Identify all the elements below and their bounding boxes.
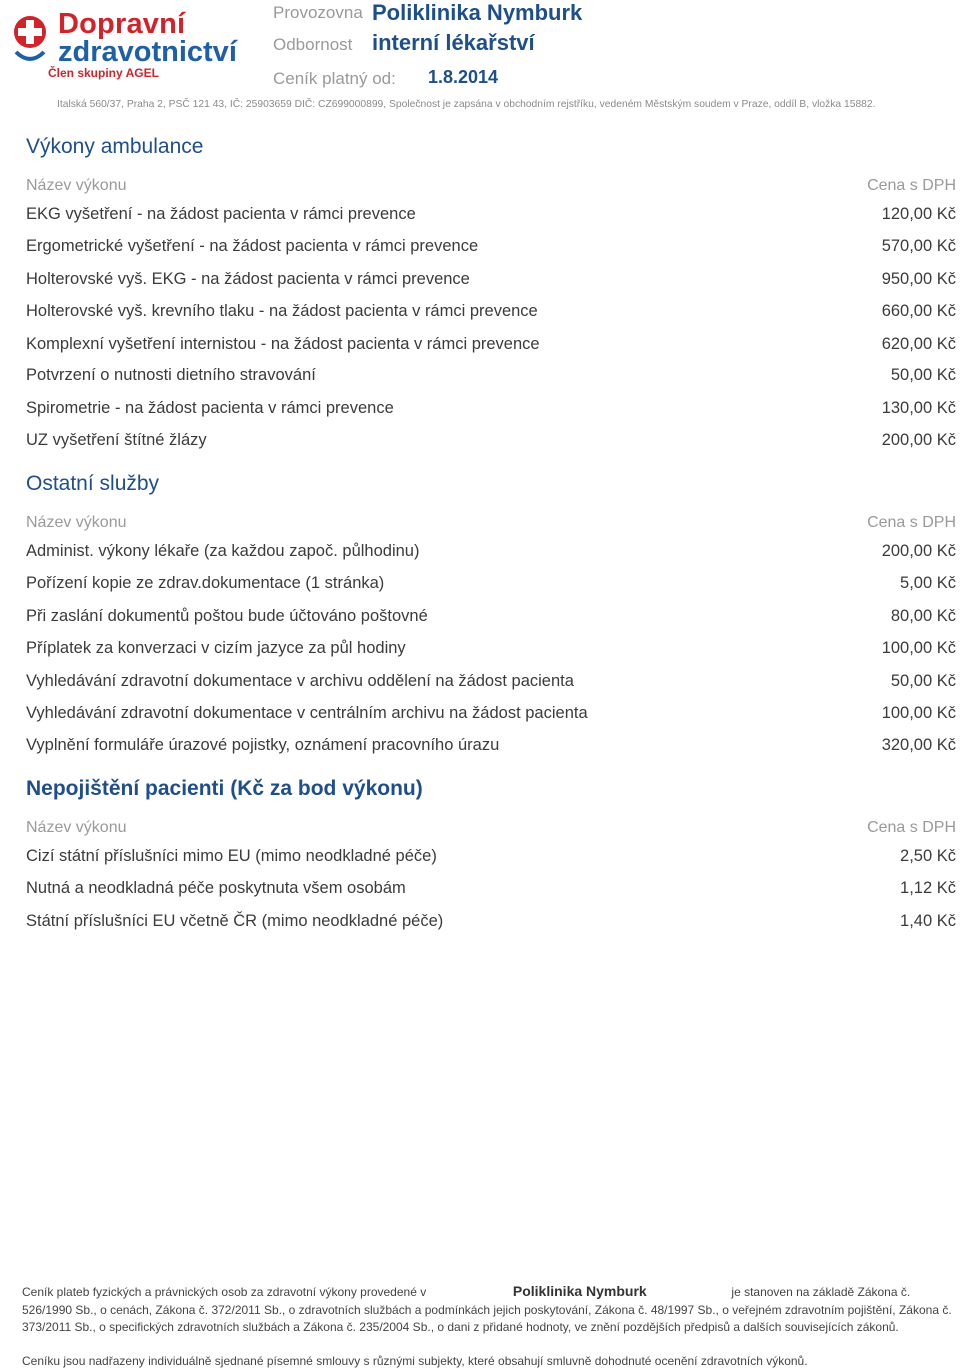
table-row: [26, 335, 956, 359]
row-price: 950,00 Kč: [881, 270, 956, 288]
row-name: EKG vyšetření - na žádost pacienta v rámci prevence: [26, 205, 416, 223]
valid-from-value: 1.8.2014: [428, 67, 499, 87]
table-row: [26, 736, 956, 760]
row-name: Administ. výkony lékaře (za každou započ. půlhodinu): [26, 542, 420, 560]
specialty-label: Odbornost: [273, 35, 353, 54]
row-price: 660,00 Kč: [881, 302, 956, 320]
row-price: 130,00 Kč: [881, 399, 956, 417]
row-name: Spirometrie - na žádost pacienta v rámci prevence: [26, 399, 394, 417]
valid-from-label: Ceník platný od:: [273, 69, 396, 88]
row-name: Komplexní vyšetření internistou - na žádost pacienta v rámci prevence: [26, 335, 540, 353]
col-head-price: Cena s DPH: [867, 514, 956, 531]
row-price: 5,00 Kč: [900, 574, 956, 592]
footer-last-line: Ceníku jsou nadřazeny individuálně sjednané písemné smlouvy s různými subjekty, které obsahují smluvně dohodnuté ocenění zdravotních výkonů.: [22, 1354, 808, 1368]
section-title-uninsured: Nepojištění pacienti (Kč za bod výkonu): [26, 777, 423, 800]
table-row: [26, 270, 956, 294]
row-name: Při zaslání dokumentů poštou bude účtováno poštovné: [26, 607, 428, 625]
row-name: Pořízení kopie ze zdrav.dokumentace (1 stránka): [26, 574, 385, 592]
company-info: Italská 560/37, Praha 2, PSČ 121 43, IČ: 25903659 DIČ: CZ699000899, Společnost je zapsána v obchodním rejstříku, vedeném Městským soudem v Praze, oddíl B, vložka 15882.: [57, 99, 876, 110]
logo-subline: Člen skupiny AGEL: [48, 66, 159, 80]
row-name: UZ vyšetření štítné žlázy: [26, 431, 207, 449]
row-price: 1,12 Kč: [900, 879, 956, 897]
col-head-price: Cena s DPH: [867, 177, 956, 194]
row-name: Ergometrické vyšetření - na žádost pacienta v rámci prevence: [26, 237, 479, 255]
table-row: [26, 879, 956, 903]
table-row: [26, 574, 956, 598]
footer-facility: Poliklinika Nymburk: [512, 1283, 647, 1299]
table-row: [26, 366, 956, 390]
footer-line-1: [22, 1283, 952, 1301]
logo-line-1: Dopravní: [58, 8, 186, 40]
table-row: [26, 431, 956, 455]
row-price: 200,00 Kč: [881, 542, 956, 560]
table-row: [26, 205, 956, 229]
col-head-name: Název výkonu: [26, 819, 127, 836]
row-name: Vyplnění formuláře úrazové pojistky, oznámení pracovního úrazu: [26, 736, 500, 754]
table-row: [26, 847, 956, 871]
table-row: [26, 607, 956, 631]
row-price: 100,00 Kč: [881, 704, 956, 722]
col-head-price: Cena s DPH: [867, 819, 956, 836]
row-price: 50,00 Kč: [890, 672, 956, 690]
row-price: 120,00 Kč: [881, 205, 956, 223]
row-name: Příplatek za konverzaci v cizím jazyce za půl hodiny: [26, 639, 406, 657]
table-row: [26, 542, 956, 566]
table-row: [26, 704, 956, 728]
row-name: Vyhledávání zdravotní dokumentace v archivu oddělení na žádost pacienta: [26, 672, 574, 690]
row-name: Potvrzení o nutnosti dietního stravování: [26, 366, 316, 384]
logo-line-2: zdravotnictví: [58, 36, 237, 68]
table-row: [26, 912, 956, 936]
table-row: [26, 302, 956, 326]
row-price: 570,00 Kč: [881, 237, 956, 255]
row-price: 80,00 Kč: [890, 607, 956, 625]
row-name: Holterovské vyš. EKG - na žádost pacienta v rámci prevence: [26, 270, 470, 288]
col-head-name: Název výkonu: [26, 514, 127, 531]
row-price: 320,00 Kč: [881, 736, 956, 754]
table-row: [26, 672, 956, 696]
logo-emblem-icon: [10, 10, 50, 70]
footer-legal-text: 526/1990 Sb., o cenách, Zákona č. 372/2011 Sb., o zdravotních službách a podmínkách jejich poskytování, Zákona č. 48/1997 Sb., o veřejném zdravotním pojištění, Zákona č. 373/2011 Sb., o specifických zdravotních službách a Zákona č. 235/2004 Sb., o dani z přidané hodnoty, ve znění pozdějších předpisů a dalších souvisejících zákonů.: [22, 1303, 952, 1334]
footer-line1-start: Ceník plateb fyzických a právnických osob za zdravotní výkony provedené v: [22, 1285, 427, 1299]
row-price: 200,00 Kč: [881, 431, 956, 449]
row-name: Státní příslušníci EU včetně ČR (mimo neodkladné péče): [26, 912, 444, 930]
row-price: 2,50 Kč: [900, 847, 956, 865]
company-logo: [8, 6, 258, 84]
row-price: 50,00 Kč: [890, 366, 956, 384]
table-row: [26, 237, 956, 261]
table-row: [26, 639, 956, 663]
row-name: Vyhledávání zdravotní dokumentace v centrálním archivu na žádost pacienta: [26, 704, 588, 722]
facility-label: Provozovna: [273, 3, 363, 22]
specialty-value: interní lékařství: [372, 30, 535, 55]
row-name: Cizí státní příslušníci mimo EU (mimo neodkladné péče): [26, 847, 437, 865]
section-title-other-services: Ostatní služby: [26, 472, 160, 495]
row-price: 1,40 Kč: [900, 912, 956, 930]
row-name: Nutná a neodkladná péče poskytnuta všem osobám: [26, 879, 406, 897]
row-name: Holterovské vyš. krevního tlaku - na žádost pacienta v rámci prevence: [26, 302, 538, 320]
row-price: 100,00 Kč: [881, 639, 956, 657]
table-row: [26, 399, 956, 423]
footer-line1-end: je stanoven na základě Zákona č.: [731, 1285, 911, 1299]
col-head-name: Název výkonu: [26, 177, 127, 194]
facility-value: Poliklinika Nymburk: [372, 0, 583, 25]
section-title-ambulance: Výkony ambulance: [26, 135, 204, 158]
row-price: 620,00 Kč: [881, 335, 956, 353]
